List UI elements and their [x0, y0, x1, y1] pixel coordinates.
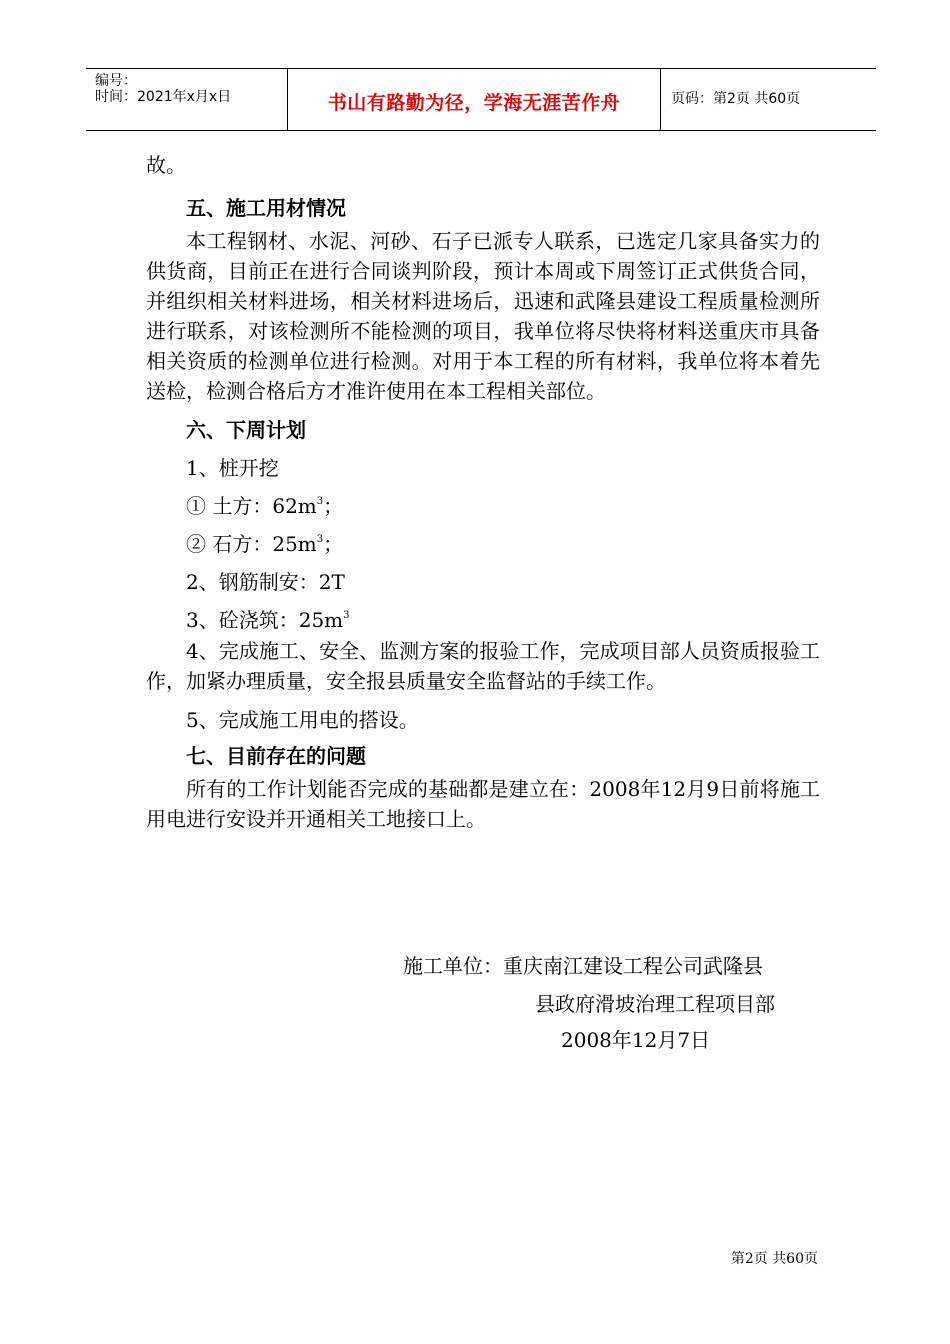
plan-item-1: 1、桩开挖	[186, 456, 279, 480]
plan-item-2: 2、钢筋制安：2T	[186, 570, 345, 594]
header-motto-cell	[287, 69, 661, 130]
header-page-number: 页码：第2页 共60页	[671, 91, 801, 107]
plan-item-3-superscript: 3	[343, 610, 350, 621]
plan-item-1b-end: ；	[323, 532, 344, 556]
header-meta-cell	[86, 69, 287, 130]
signature-unit-line-2: 县政府滑坡治理工程项目部	[535, 992, 775, 1016]
continuation-text: 故。	[146, 153, 186, 177]
plan-item-4: 4、完成施工、安全、监测方案的报验工作，完成项目部人员资质报验工作，加紧办理质量，安全报县质量安全监督站的手续工作。	[146, 639, 820, 693]
header-motto: 书山有路勤为径，学海无涯苦作舟	[327, 92, 621, 114]
section-5-paragraph: 本工程钢材、水泥、河砂、石子已派专人联系，已选定几家具备实力的供货商，目前正在进行合同谈判阶段，预计本周或下周签订正式供货合同，并组织相关材料进场，相关材料进场后，迅速和武隆县建设工程质量检测所进行联系，对该检测所不能检测的项目，我单位将尽快将材料送重庆市具备相关资质的检测单位进行检测。对用于本工程的所有材料，我单位将本着先送检，检测合格后方才准许使用在本工程相关部位。	[146, 229, 820, 403]
section-7-heading: 七、目前存在的问题	[186, 744, 366, 768]
section-7-paragraph: 所有的工作计划能否完成的基础都是建立在：2008年12月9日前将施工用电进行安设并开通相关工地接口上。	[146, 777, 820, 831]
signature-unit-line-1: 施工单位：重庆南江建设工程公司武隆县	[403, 954, 763, 978]
plan-item-1a	[186, 490, 343, 519]
plan-item-1a-end: ；	[323, 494, 344, 518]
plan-item-1b	[186, 528, 343, 557]
plan-item-1a-superscript: 3	[316, 496, 324, 507]
header-table	[86, 68, 876, 131]
document-time-label: 时间：2021年x月x日	[95, 89, 232, 105]
section-5-heading: 五、施工用材情况	[186, 196, 346, 220]
plan-item-3-text: 3、砼浇筑：25m	[186, 608, 344, 632]
header-page-cell	[661, 69, 876, 130]
plan-item-1a-text: ① 土方：62m	[186, 494, 317, 518]
plan-item-3	[186, 604, 350, 633]
plan-item-1b-text: ② 石方：25m	[186, 532, 317, 556]
plan-item-1b-superscript: 3	[316, 534, 324, 545]
section-6-heading: 六、下周计划	[186, 418, 306, 442]
footer-page-number: 第2页 共60页	[730, 1251, 818, 1267]
document-number-label: 编号：	[95, 73, 137, 89]
signature-date: 2008年12月7日	[561, 1028, 711, 1052]
plan-item-5: 5、完成施工用电的搭设。	[186, 708, 419, 732]
